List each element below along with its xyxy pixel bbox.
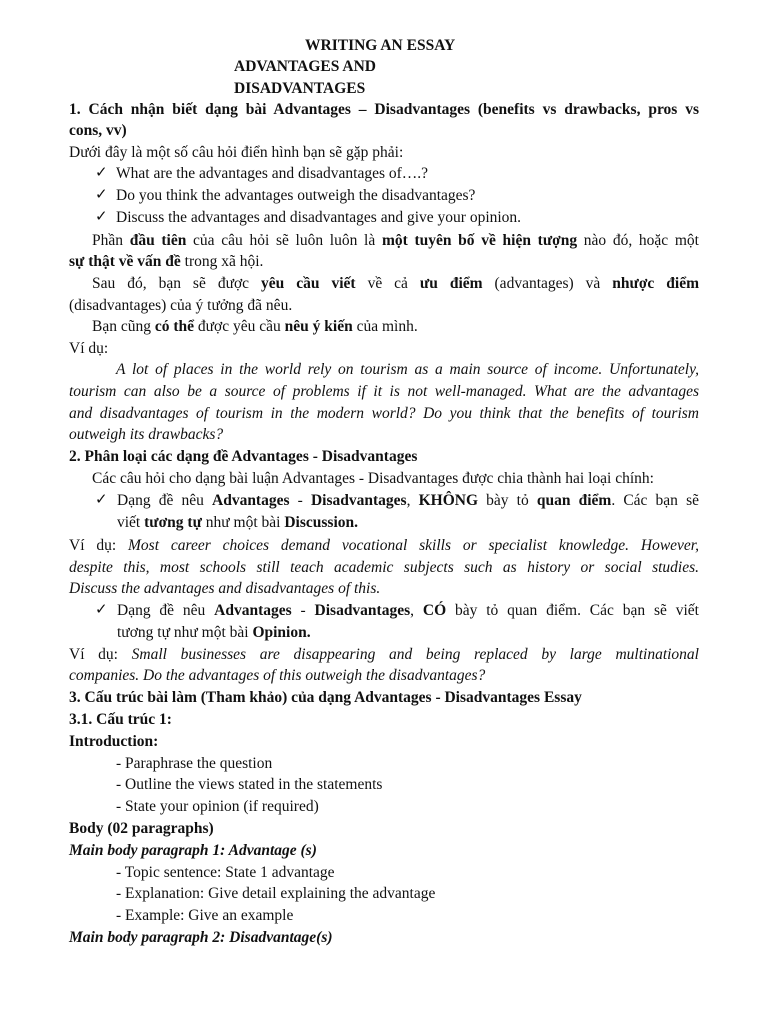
main-body-para2-label: Main body paragraph 2: Disadvantage(s) [69,929,333,946]
example1-text: Ví dụ: Most career choices demand vocational skills or specialist knowledge. However, [69,537,699,554]
doc-title-line1: WRITING AN ESSAY [305,37,456,54]
section1-intro: Dưới đây là một số câu hỏi điển hình bạn sẽ gặp phải: [69,144,404,161]
section1-heading: 1. Cách nhận biết dạng bài Advantages – Disadvantages (benefits vs drawbacks, pros vs [69,101,699,118]
checkmark-icon: ✓ [95,165,108,181]
type2-text-cont: tương tự như một bài Opinion. [117,624,311,641]
example1-text: despite this, most schools still teach academic subjects such as history or social studies. [69,559,699,576]
body-label: Body (02 paragraphs) [69,820,214,837]
mbp1-item: - Topic sentence: State 1 advantage [116,864,335,881]
question-item: Do you think the advantages outweigh the disadvantages? [116,187,476,204]
example1-text: Discuss the advantages and disadvantages of this. [69,580,381,597]
section2-heading: 2. Phân loại các dạng đề Advantages - Disadvantages [69,448,418,465]
checkmark-icon: ✓ [95,187,108,203]
section2-intro: Các câu hỏi cho dạng bài luận Advantages - Disadvantages được chia thành hai loại chính: [92,470,654,487]
checkmark-icon: ✓ [95,209,108,225]
example2-text: companies. Do the advantages of this outweigh the disadvantages? [69,667,486,684]
question-item: What are the advantages and disadvantages of….? [116,165,429,182]
checkmark-icon: ✓ [95,492,108,508]
intro-item: - State your opinion (if required) [116,798,319,815]
example-label: Ví dụ: [69,340,109,357]
intro-item: - Outline the views stated in the statements [116,776,383,793]
example-text: A lot of places in the world rely on tourism as a main source of income. Unfortunately, [116,361,699,378]
intro-item: - Paraphrase the question [116,755,273,772]
section3-heading: 3. Cấu trúc bài làm (Tham khảo) của dạng Advantages - Disadvantages Essay [69,689,582,706]
example-text: tourism can also be a source of problems if it is not well-managed. What are the advantages [69,383,699,400]
mbp1-item: - Example: Give an example [116,907,294,924]
example2-text: Ví dụ: Small businesses are disappearing and being replaced by large multinational [69,646,699,663]
example-text: outweigh its drawbacks? [69,426,224,443]
question-item: Discuss the advantages and disadvantages and give your opinion. [116,209,522,226]
main-body-para1-label: Main body paragraph 1: Advantage (s) [69,842,317,859]
paragraph-first-part: Phần đầu tiên của câu hỏi sẽ luôn luôn là một tuyên bố về hiện tượng nào đó, hoặc một [92,232,699,249]
example-text: and disadvantages of tourism in the modern world? Do you think that the benefits of tourism [69,405,699,422]
doc-title-line2: ADVANTAGES AND [234,58,376,75]
paragraph-then: Sau đó, bạn sẽ được yêu cầu viết về cả ưu điểm (advantages) và nhược điểm [92,275,699,292]
doc-title-line3: DISADVANTAGES [234,80,366,97]
type1-text-cont: viết tương tự như một bài Discussion. [117,514,358,531]
paragraph-first-part-cont: sự thật về vấn đề trong xã hội. [69,253,264,270]
checkmark-icon: ✓ [95,602,108,618]
paragraph-then-cont: (disadvantages) của ý tưởng đã nêu. [69,297,293,314]
paragraph-opinion: Bạn cũng có thể được yêu cầu nêu ý kiến của mình. [92,318,418,335]
type2-text: Dạng đề nêu Advantages - Disadvantages, CÓ bày tỏ quan điểm. Các bạn sẽ viết [117,602,699,619]
section1-heading-cont: cons, vv) [69,122,127,139]
introduction-label: Introduction: [69,733,159,750]
type1-text: Dạng đề nêu Advantages - Disadvantages, KHÔNG bày tỏ quan điểm. Các bạn sẽ [117,492,699,509]
section3-sub1: 3.1. Cấu trúc 1: [69,711,172,728]
mbp1-item: - Explanation: Give detail explaining the advantage [116,885,436,902]
